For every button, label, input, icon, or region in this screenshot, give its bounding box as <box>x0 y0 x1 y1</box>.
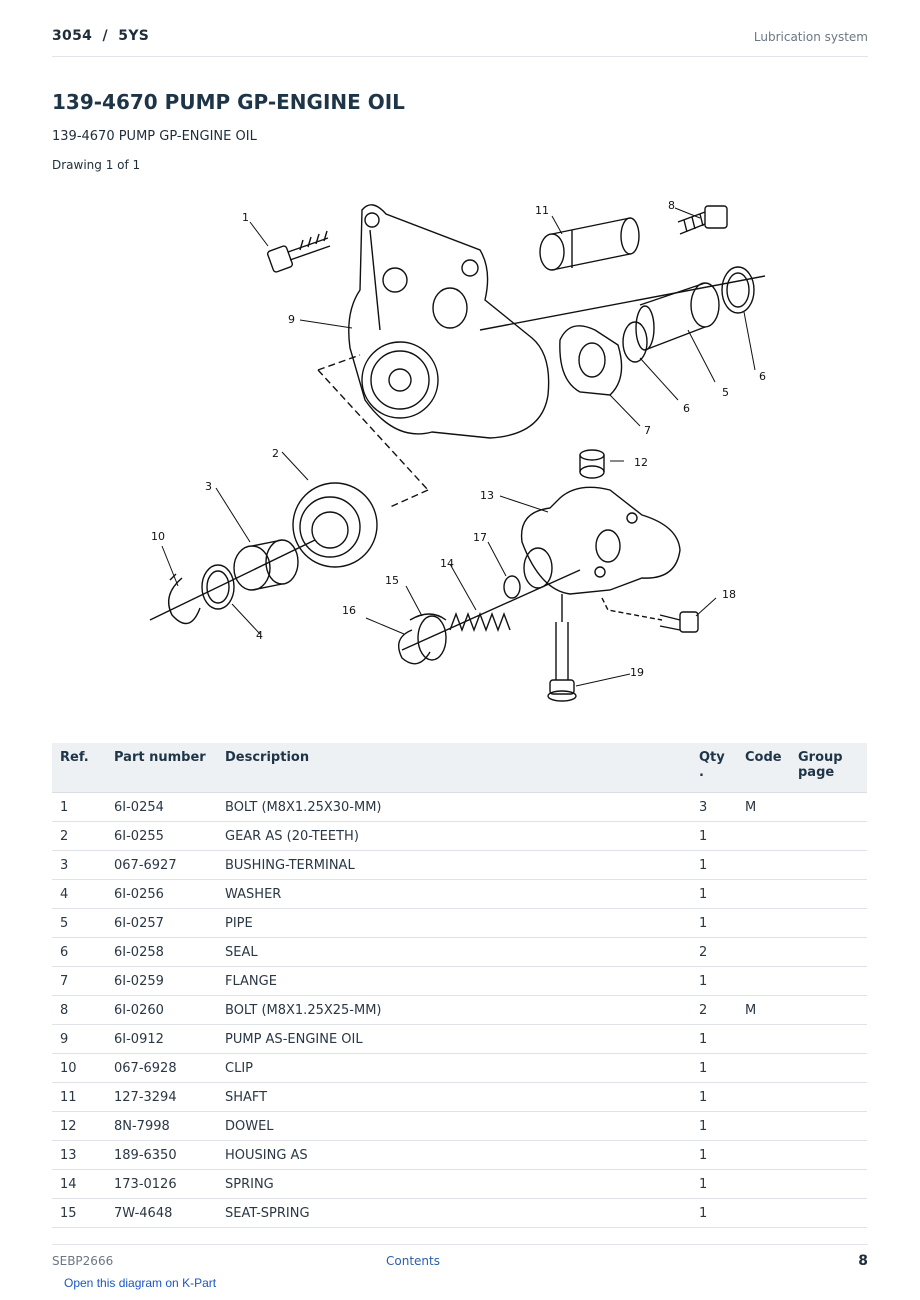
pump-gear <box>362 342 438 418</box>
part-seat-15 <box>418 616 446 660</box>
page-header <box>52 22 868 57</box>
cell-part-number: 189-6350 <box>106 1141 217 1170</box>
part-spring-14 <box>450 614 510 630</box>
cell-ref: 2 <box>52 822 106 851</box>
cell-part-number: 127-3294 <box>106 1083 217 1112</box>
cell-group-page <box>790 822 867 851</box>
cell-part-number: 7W-4648 <box>106 1199 217 1228</box>
col-qty: Qty . <box>691 743 737 793</box>
callout-3: 3 <box>205 480 212 493</box>
cell-ref: 8 <box>52 996 106 1025</box>
part-bolt-1 <box>267 231 330 273</box>
table-row <box>52 793 867 822</box>
cell-description: FLANGE <box>217 967 691 996</box>
page-number: 8 <box>858 1253 868 1269</box>
cell-group-page <box>790 1083 867 1112</box>
table-row <box>52 938 867 967</box>
cell-code <box>737 880 790 909</box>
callout-4: 4 <box>256 629 263 642</box>
cell-code <box>737 1025 790 1054</box>
cell-description: DOWEL <box>217 1112 691 1141</box>
cell-group-page <box>790 1141 867 1170</box>
callout-17: 17 <box>473 531 487 544</box>
cell-group-page <box>790 1054 867 1083</box>
col-group-page: Group page <box>790 743 867 793</box>
cell-qty: 1 <box>691 1141 737 1170</box>
cell-code <box>737 1083 790 1112</box>
cell-ref: 13 <box>52 1141 106 1170</box>
parts-table-header <box>52 743 867 793</box>
cell-qty: 1 <box>691 822 737 851</box>
part-flange-7 <box>560 326 622 395</box>
cell-group-page <box>790 851 867 880</box>
cell-code <box>737 1199 790 1228</box>
cell-part-number: 067-6927 <box>106 851 217 880</box>
cell-qty: 1 <box>691 1025 737 1054</box>
part-plug-17 <box>504 576 520 598</box>
exploded-parts-diagram <box>140 190 780 710</box>
open-kpart-link[interactable]: Open this diagram on K-Part <box>64 1276 217 1290</box>
cell-ref: 1 <box>52 793 106 822</box>
callout-6b: 6 <box>759 370 766 383</box>
table-row <box>52 1170 867 1199</box>
callout-1: 1 <box>242 211 249 224</box>
cell-ref: 3 <box>52 851 106 880</box>
part-bushing-3 <box>234 540 298 590</box>
cell-ref: 10 <box>52 1054 106 1083</box>
cell-group-page <box>790 996 867 1025</box>
cell-code <box>737 822 790 851</box>
part-seal-6b <box>623 322 647 362</box>
parts-table <box>52 743 867 1228</box>
cell-qty: 1 <box>691 1054 737 1083</box>
cell-description: SEAL <box>217 938 691 967</box>
cell-description: BOLT (M8X1.25X25-MM) <box>217 996 691 1025</box>
callout-16: 16 <box>342 604 356 617</box>
part-pump-body-9 <box>349 205 549 438</box>
cell-description: BOLT (M8X1.25X30-MM) <box>217 793 691 822</box>
callout-18: 18 <box>722 588 736 601</box>
cell-code <box>737 851 790 880</box>
cell-code <box>737 967 790 996</box>
cell-ref: 5 <box>52 909 106 938</box>
cell-description: SPRING <box>217 1170 691 1199</box>
cell-qty: 2 <box>691 938 737 967</box>
table-row <box>52 996 867 1025</box>
cell-part-number: 6I-0258 <box>106 938 217 967</box>
callout-5: 5 <box>722 386 729 399</box>
callout-11: 11 <box>535 204 549 217</box>
callout-14: 14 <box>440 557 454 570</box>
cell-part-number: 6I-0254 <box>106 793 217 822</box>
cell-part-number: 173-0126 <box>106 1170 217 1199</box>
cell-code: M <box>737 996 790 1025</box>
model-label: 3054 / 5YS <box>52 28 150 44</box>
cell-qty: 1 <box>691 880 737 909</box>
cell-code <box>737 1112 790 1141</box>
table-row <box>52 967 867 996</box>
cell-qty: 3 <box>691 793 737 822</box>
cell-group-page <box>790 1025 867 1054</box>
table-row <box>52 1112 867 1141</box>
cell-ref: 14 <box>52 1170 106 1199</box>
cell-code <box>737 1141 790 1170</box>
cell-ref: 4 <box>52 880 106 909</box>
cell-qty: 1 <box>691 851 737 880</box>
cell-code <box>737 909 790 938</box>
part-bolt-18 <box>660 612 698 632</box>
cell-description: HOUSING AS <box>217 1141 691 1170</box>
cell-description: PIPE <box>217 909 691 938</box>
cell-group-page <box>790 967 867 996</box>
cell-qty: 1 <box>691 1170 737 1199</box>
cell-ref: 12 <box>52 1112 106 1141</box>
cell-code <box>737 1054 790 1083</box>
callout-10: 10 <box>151 530 165 543</box>
table-row <box>52 822 867 851</box>
part-bolt-8 <box>678 206 727 234</box>
cell-ref: 6 <box>52 938 106 967</box>
part-shaft-11 <box>540 218 639 270</box>
section-label: Lubrication system <box>753 30 868 44</box>
cell-code <box>737 938 790 967</box>
table-row <box>52 909 867 938</box>
cell-description: SEAT-SPRING <box>217 1199 691 1228</box>
cell-ref: 15 <box>52 1199 106 1228</box>
part-bolt-19 <box>548 594 576 701</box>
callout-12: 12 <box>634 456 648 469</box>
col-code: Code <box>737 743 790 793</box>
part-housing-13 <box>522 487 680 594</box>
cell-description: CLIP <box>217 1054 691 1083</box>
cell-group-page <box>790 1170 867 1199</box>
cell-group-page <box>790 909 867 938</box>
page-title: 139-4670 PUMP GP-ENGINE OIL <box>52 90 405 114</box>
cell-description: SHAFT <box>217 1083 691 1112</box>
cell-ref: 9 <box>52 1025 106 1054</box>
cell-ref: 7 <box>52 967 106 996</box>
cell-description: BUSHING-TERMINAL <box>217 851 691 880</box>
cell-description: WASHER <box>217 880 691 909</box>
cell-qty: 2 <box>691 996 737 1025</box>
cell-qty: 1 <box>691 1083 737 1112</box>
callout-13: 13 <box>480 489 494 502</box>
cell-qty: 1 <box>691 909 737 938</box>
part-clip-16 <box>399 630 430 664</box>
page-subtitle: 139-4670 PUMP GP-ENGINE OIL <box>52 129 257 144</box>
callout-7: 7 <box>644 424 651 437</box>
cell-qty: 1 <box>691 1199 737 1228</box>
table-row <box>52 1054 867 1083</box>
cell-part-number: 6I-0255 <box>106 822 217 851</box>
cell-part-number: 6I-0256 <box>106 880 217 909</box>
cell-group-page <box>790 938 867 967</box>
cell-group-page <box>790 793 867 822</box>
cell-group-page <box>790 1199 867 1228</box>
cell-part-number: 6I-0259 <box>106 967 217 996</box>
col-ref: Ref. <box>52 743 106 793</box>
callout-19: 19 <box>630 666 644 679</box>
table-row <box>52 851 867 880</box>
cell-description: PUMP AS-ENGINE OIL <box>217 1025 691 1054</box>
callout-6a: 6 <box>683 402 690 415</box>
cell-part-number: 6I-0257 <box>106 909 217 938</box>
table-row <box>52 1141 867 1170</box>
col-part-number: Part number <box>106 743 217 793</box>
col-description: Description <box>217 743 691 793</box>
contents-link[interactable]: Contents <box>386 1254 440 1268</box>
cell-group-page <box>790 1112 867 1141</box>
cell-ref: 11 <box>52 1083 106 1112</box>
callout-9: 9 <box>288 313 295 326</box>
cell-part-number: 8N-7998 <box>106 1112 217 1141</box>
table-row <box>52 1199 867 1228</box>
table-row <box>52 1025 867 1054</box>
drawing-label: Drawing 1 of 1 <box>52 158 141 172</box>
part-dowel-12 <box>580 450 604 478</box>
cell-qty: 1 <box>691 1112 737 1141</box>
callout-8: 8 <box>668 199 675 212</box>
cell-code: M <box>737 793 790 822</box>
cell-part-number: 6I-0260 <box>106 996 217 1025</box>
cell-description: GEAR AS (20-TEETH) <box>217 822 691 851</box>
callout-15: 15 <box>385 574 399 587</box>
cell-part-number: 067-6928 <box>106 1054 217 1083</box>
table-row <box>52 880 867 909</box>
cell-code <box>737 1170 790 1199</box>
cell-part-number: 6I-0912 <box>106 1025 217 1054</box>
cell-group-page <box>790 880 867 909</box>
page-footer <box>52 1244 868 1275</box>
cell-qty: 1 <box>691 967 737 996</box>
table-row <box>52 1083 867 1112</box>
part-gear-2 <box>293 483 377 567</box>
callout-2: 2 <box>272 447 279 460</box>
document-id: SEBP2666 <box>52 1254 114 1268</box>
